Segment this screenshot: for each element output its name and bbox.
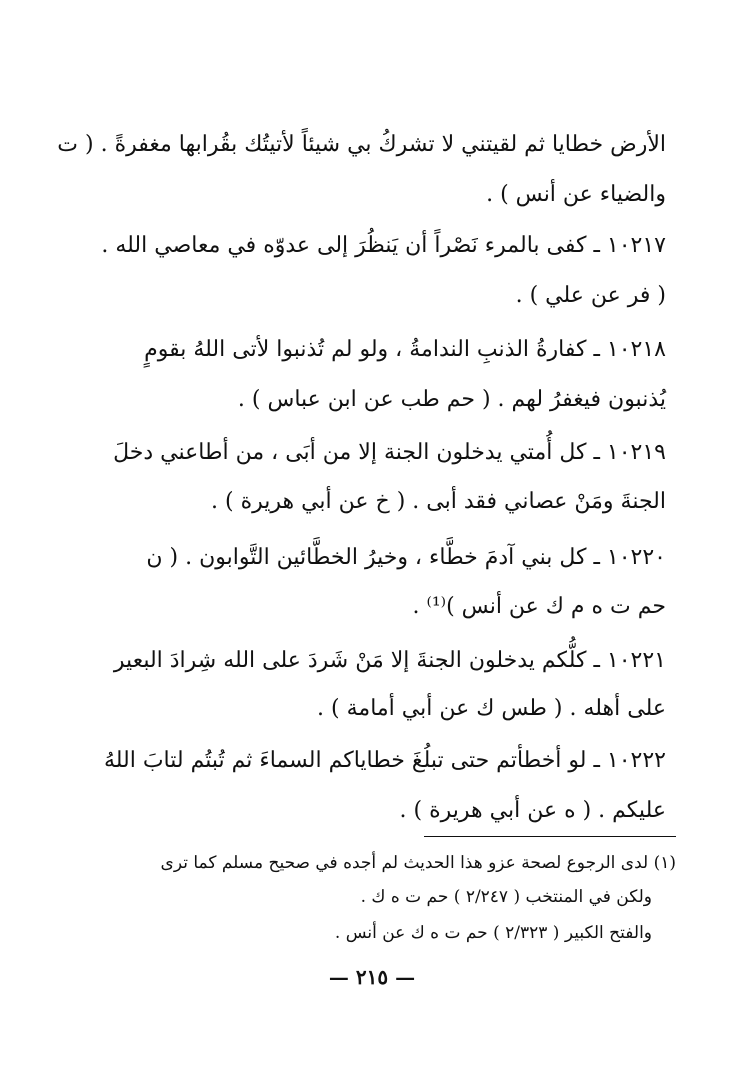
hadith-line: ١٠٢٢١ ـ كلُّكم يدخلون الجنةَ إلا مَنْ شَردَ على الله شِرادَ البعير <box>113 648 666 673</box>
hadith-line: حم ت ه م ك عن أنس )⁽¹⁾ . <box>412 594 666 619</box>
hadith-line: يُذنبون فيغفرُ لهم . ( حم طب عن ابن عباس ) . <box>237 387 666 412</box>
hadith-line: عليكم . ( ه عن أبي هريرة ) . <box>399 798 666 823</box>
hadith-line: الأرض خطايا ثم لقيتني لا تشركُ بي شيئاً لأتيتُك بقُرابها مغفرةً . ( ت <box>57 132 666 157</box>
hadith-line: ١٠٢١٧ ـ كفى بالمرء نَصْراً أن يَنظُرَ إلى عدوّه في معاصي الله . <box>101 233 666 258</box>
footnote-line: والفتح الكبير ( ٢/٣٢٣ ) حم ت ه ك عن أنس . <box>334 923 652 943</box>
footnote-separator <box>424 836 676 837</box>
hadith-line: ( فر عن علي ) . <box>515 283 666 308</box>
hadith-line: ١٠٢١٨ ـ كفارةُ الذنبِ الندامةُ ، ولو لم تُذنبوا لأتى اللهُ بقومٍ <box>144 337 666 362</box>
footnote-line: ولكن في المنتخب ( ٢/٢٤٧ ) حم ت ه ك . <box>360 887 652 907</box>
hadith-line: والضياء عن أنس ) . <box>486 182 666 207</box>
page-number: — ٢١٥ — <box>328 965 416 989</box>
hadith-line: الجنةَ ومَنْ عصاني فقد أبى . ( خ عن أبي هريرة ) . <box>211 489 666 514</box>
hadith-line: ١٠٢٢٠ ـ كل بني آدمَ خطَّاء ، وخيرُ الخطَّائين التَّوابون . ( ن <box>146 545 666 570</box>
hadith-line: على أهله . ( طس ك عن أبي أمامة ) . <box>317 696 666 721</box>
hadith-line: ١٠٢١٩ ـ كل أُمتي يدخلون الجنة إلا من أبَى ، من أطاعني دخلَ <box>113 440 666 465</box>
hadith-line: ١٠٢٢٢ ـ لو أخطأتم حتى تبلُغَ خطاياكم السماءَ ثم تُبتُم لتابَ اللهُ <box>103 748 666 773</box>
footnote-line: (١) لدى الرجوع لصحة عزو هذا الحديث لم أجده في صحيح مسلم كما ترى <box>160 853 676 873</box>
